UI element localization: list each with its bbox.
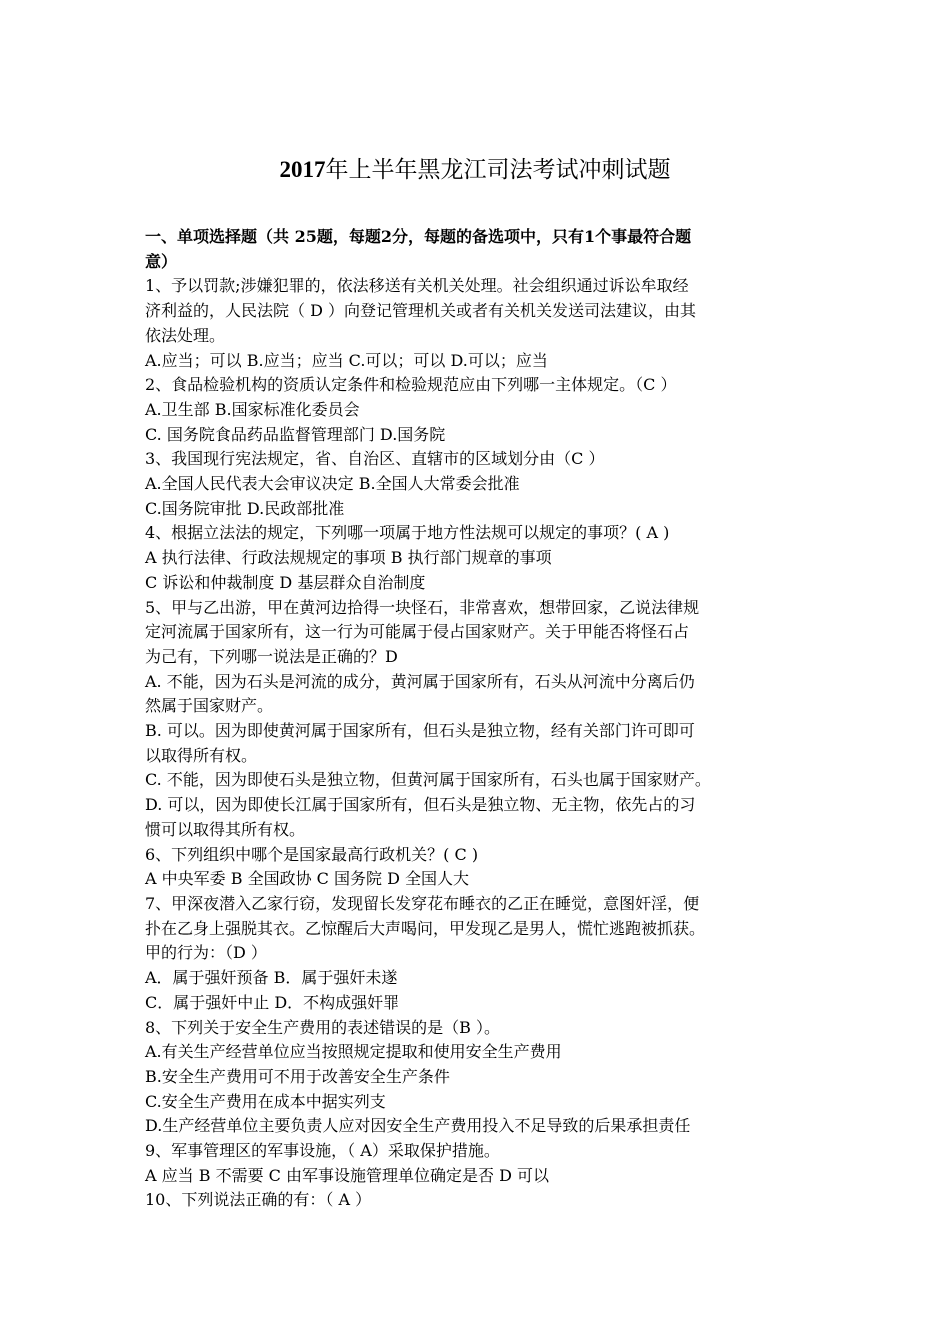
text-line: 8、下列关于安全生产费用的表述错误的是（B ）。 [145, 1017, 501, 1037]
text-line: 甲的行为：（D ） [145, 943, 267, 963]
text-line: D. 可以，因为即使长江属于国家所有，但石头是独立物、无主物，依先占的习 [145, 795, 696, 815]
text-line: C. 不能，因为即使石头是独立物，但黄河属于国家所有，石头也属于国家财产。 [145, 770, 711, 790]
text-line: A 执行法律、行政法规规定的事项 B 执行部门规章的事项 [145, 548, 552, 568]
text-line: 2、食品检验机构的资质认定条件和检验规范应由下列哪一主体规定。（C ） [145, 375, 677, 395]
text-line: 为己有，下列哪一说法是正确的？D [145, 646, 398, 666]
document-title [0, 152, 950, 188]
text-line: 济利益的，人民法院（ D ）向登记管理机关或者有关机关发送司法建议，由其 [145, 301, 697, 321]
text-line: 7、甲深夜潜入乙家行窃，发现留长发穿花布睡衣的乙正在睡觉，意图奸淫，便 [145, 893, 700, 913]
text-line: A.应当；可以 B.应当；应当 C.可以；可以 D.可以；应当 [145, 350, 548, 370]
text-line: 3、我国现行宪法规定，省、自治区、直辖市的区域划分由（C ） [145, 449, 605, 469]
text-line: 然属于国家财产。 [145, 696, 274, 716]
text-line: A 中央军委 B 全国政协 C 国务院 D 全国人大 [145, 869, 469, 889]
text-line: 1、予以罚款;涉嫌犯罪的，依法移送有关机关处理。社会组织通过诉讼牟取经 [145, 276, 689, 296]
text-line: A 应当 B 不需要 C 由军事设施管理单位确定是否 D 可以 [145, 1165, 549, 1185]
text-line: C．属于强奸中止 D．不构成强奸罪 [145, 992, 400, 1012]
text-line: A.卫生部 B.国家标准化委员会 [145, 399, 360, 419]
text-line: A.有关生产经营单位应当按照规定提取和使用安全生产费用 [145, 1042, 562, 1062]
text-line: 6、下列组织中哪个是国家最高行政机关？( C ) [145, 844, 479, 864]
text-line: C. 国务院食品药品监督管理部门 D.国务院 [145, 424, 446, 444]
title-text: 年上半年黑龙江司法考试冲刺试题 [325, 157, 671, 183]
text-line: C 诉讼和仲裁制度 D 基层群众自治制度 [145, 572, 426, 592]
document-body [145, 225, 815, 1213]
text-line: C.国务院审批 D.民政部批准 [145, 498, 345, 518]
text-line: 定河流属于国家所有，这一行为可能属于侵占国家财产。关于甲能否将怪石占 [145, 622, 690, 642]
title-year: 2017 [279, 157, 326, 182]
text-line: A. 不能，因为石头是河流的成分，黄河属于国家所有，石头从河流中分离后仍 [145, 671, 695, 691]
text-line: 扑在乙身上强脱其衣。乙惊醒后大声喝问，甲发现乙是男人，慌忙逃跑被抓获。 [145, 918, 706, 938]
text-line: B.安全生产费用可不用于改善安全生产条件 [145, 1066, 450, 1086]
text-line: 9、军事管理区的军事设施，（ A）采取保护措施。 [145, 1141, 500, 1161]
question-list [145, 274, 815, 1213]
text-line: C.安全生产费用在成本中据实列支 [145, 1091, 386, 1111]
text-line: 依法处理。 [145, 325, 226, 345]
text-line: 5、甲与乙出游，甲在黄河边拾得一块怪石，非常喜欢，想带回家，乙说法律规 [145, 597, 700, 617]
section-heading: 一、单项选择题（共 25题，每题2分，每题的备选项中，只有1个事最符合题 [145, 227, 692, 246]
text-line: A．属于强奸预备 B．属于强奸未遂 [145, 968, 398, 988]
text-line: 以取得所有权。 [145, 745, 258, 765]
section-heading-cont: 意） [145, 251, 178, 271]
text-line: 10、下列说法正确的有：（ A ） [145, 1190, 372, 1210]
text-line: A.全国人民代表大会审议决定 B.全国人大常委会批准 [145, 474, 520, 494]
text-line: D.生产经营单位主要负责人应对因安全生产费用投入不足导致的后果承担责任 [145, 1116, 691, 1136]
text-line: B. 可以。因为即使黄河属于国家所有，但石头是独立物，经有关部门许可即可 [145, 721, 695, 741]
text-line: 4、根据立法法的规定，下列哪一项属于地方性法规可以规定的事项？( A ) [145, 523, 670, 543]
text-line: 惯可以取得其所有权。 [145, 819, 306, 839]
